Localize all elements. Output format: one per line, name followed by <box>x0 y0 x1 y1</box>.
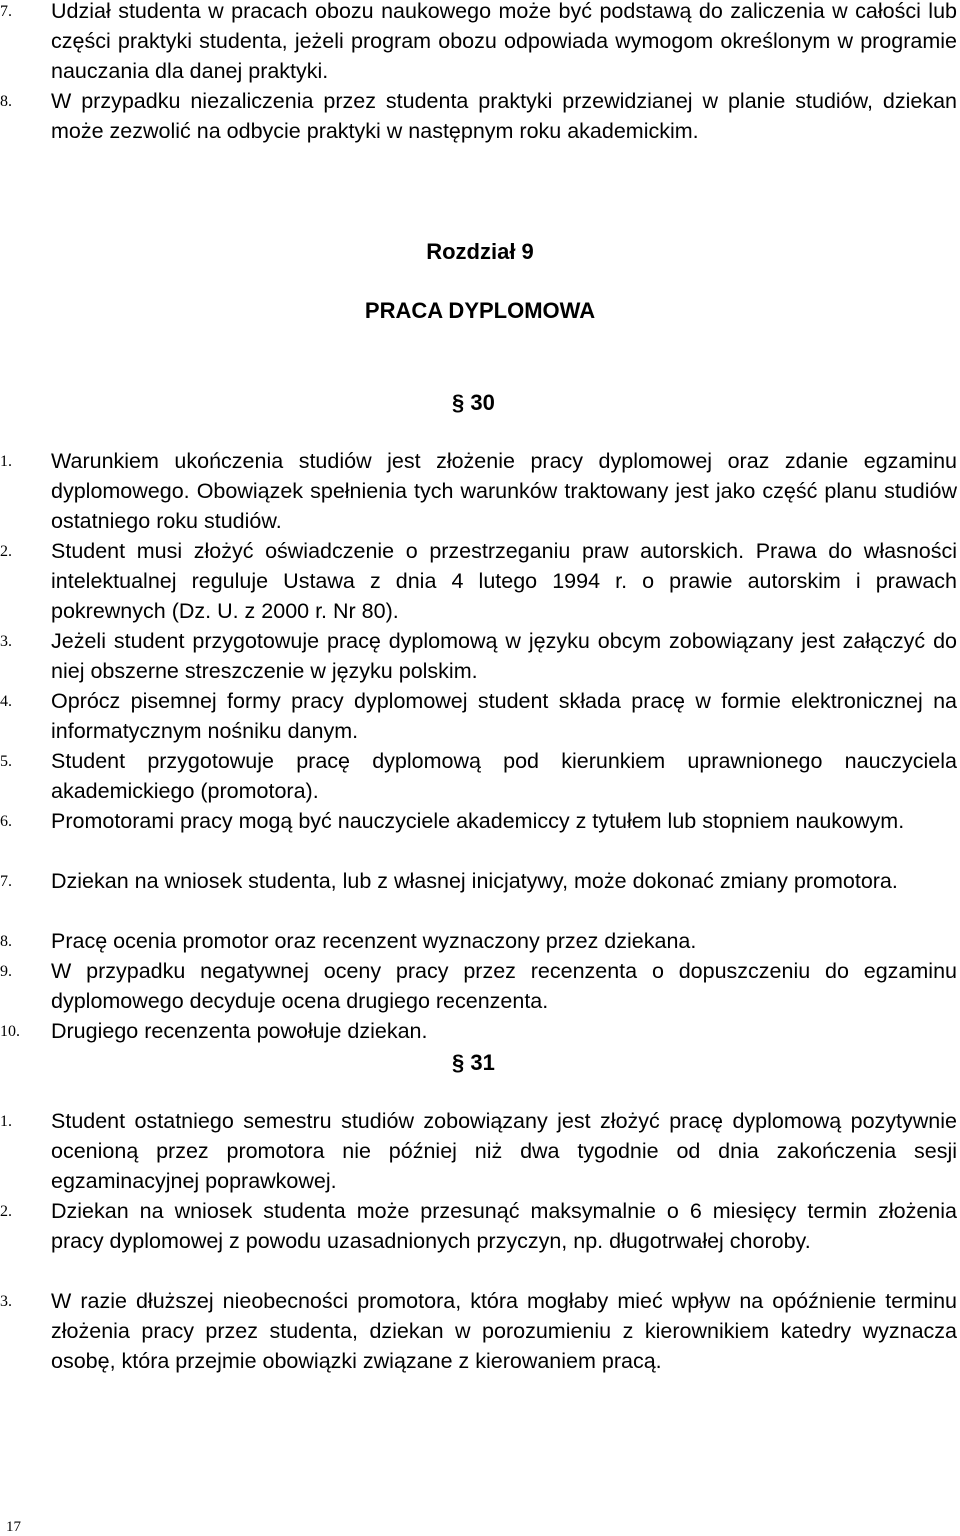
list-item <box>0 686 960 746</box>
chapter-title: Rozdział 9 <box>426 239 534 264</box>
item-number: 1. <box>0 1113 12 1130</box>
list-item <box>0 86 960 176</box>
item-number: 9. <box>0 963 12 980</box>
item-number: 3. <box>0 633 12 650</box>
section-30-mark: § 30 <box>452 390 495 415</box>
item-text: Udział studenta w pracach obozu naukowego może być podstawą do zaliczenia w całości lub części praktyki studenta, jeżeli program obozu odpowiada wymogom określonym w programie nauczania dla danej praktyki. <box>51 0 957 83</box>
list-item <box>0 0 960 86</box>
item-number: 10. <box>0 1023 20 1040</box>
item-text: Drugiego recenzenta powołuje dziekan. <box>51 1019 428 1043</box>
item-text: Promotorami pracy mogą być nauczyciele akademiccy z tytułem lub stopniem naukowym. <box>51 809 905 833</box>
item-number: 2. <box>0 1203 12 1220</box>
item-number: 6. <box>0 813 12 830</box>
item-text: Dziekan na wniosek studenta, lub z własnej inicjatywy, może dokonać zmiany promotora. <box>51 869 898 893</box>
section-31-mark: § 31 <box>452 1050 495 1075</box>
chapter-subtitle: PRACA DYPLOMOWA <box>364 298 596 323</box>
item-number: 4. <box>0 693 12 710</box>
item-text: Dziekan na wniosek studenta może przesunąć maksymalnie o 6 miesięcy termin złożenia pracy dyplomowej z powodu uzasadnionych przyczyn, np. długotrwałej choroby. <box>51 1199 957 1253</box>
list-item <box>0 866 960 926</box>
item-text: Student ostatniego semestru studiów zobowiązany jest złożyć pracę dyplomową pozytywnie ocenioną przez promotora nie później niż dwa tygodnie od dnia zakończenia sesji egzaminacyjnej poprawkowej. <box>51 1109 957 1193</box>
item-number: 2. <box>0 543 12 560</box>
item-text: Jeżeli student przygotowuje pracę dyplomową w języku obcym zobowiązany jest załączyć do niej obszerne streszczenie w języku polskim. <box>51 629 957 683</box>
list-item <box>0 926 960 956</box>
item-text: Oprócz pisemnej formy pracy dyplomowej student składa pracę w formie elektronicznej na informatycznym nośniku danym. <box>51 689 957 743</box>
list-item <box>0 446 960 536</box>
item-number: 7. <box>0 3 12 20</box>
list-item <box>0 806 960 866</box>
list-item <box>0 626 960 686</box>
item-text: Pracę ocenia promotor oraz recenzent wyznaczony przez dziekana. <box>51 929 697 953</box>
list-item <box>0 536 960 626</box>
list-item <box>0 1286 960 1406</box>
item-number: 5. <box>0 753 12 770</box>
item-number: 7. <box>0 873 12 890</box>
item-number: 8. <box>0 93 12 110</box>
item-text: Warunkiem ukończenia studiów jest złożenie pracy dyplomowej oraz zdanie egzaminu dyplomowego. Obowiązek spełnienia tych warunków traktowany jest jako część planu studiów ostatniego roku studiów. <box>51 449 957 533</box>
item-number: 3. <box>0 1293 12 1310</box>
item-text: W razie dłuższej nieobecności promotora, która mogłaby mieć wpływ na opóźnienie terminu złożenia pracy przez studenta, dziekan w porozumieniu z kierownikiem katedry wyznacza osobę, która przejmie obowiązki związane z kierowaniem pracą. <box>51 1289 957 1373</box>
page-number: 17 <box>6 1519 21 1535</box>
item-number: 8. <box>0 933 12 950</box>
list-item <box>0 746 960 806</box>
item-text: Student musi złożyć oświadczenie o przestrzeganiu praw autorskich. Prawa do własności intelektualnej reguluje Ustawa z dnia 4 lutego 1994 r. o prawie autorskim i prawach pokrewnych (Dz. U. z 2000 r. Nr 80). <box>51 539 957 623</box>
list-item <box>0 1016 960 1046</box>
list-item <box>0 1106 960 1196</box>
list-item <box>0 956 960 1016</box>
item-text: W przypadku niezaliczenia przez studenta praktyki przewidzianej w planie studiów, dziekan może zezwolić na odbycie praktyki w następnym roku akademickim. <box>51 89 957 143</box>
item-text: Student przygotowuje pracę dyplomową pod kierunkiem uprawnionego nauczyciela akademickiego (promotora). <box>51 749 957 803</box>
item-text: W przypadku negatywnej oceny pracy przez recenzenta o dopuszczeniu do egzaminu dyplomowego decyduje ocena drugiego recenzenta. <box>51 959 957 1013</box>
item-number: 1. <box>0 453 12 470</box>
list-item <box>0 1196 960 1286</box>
